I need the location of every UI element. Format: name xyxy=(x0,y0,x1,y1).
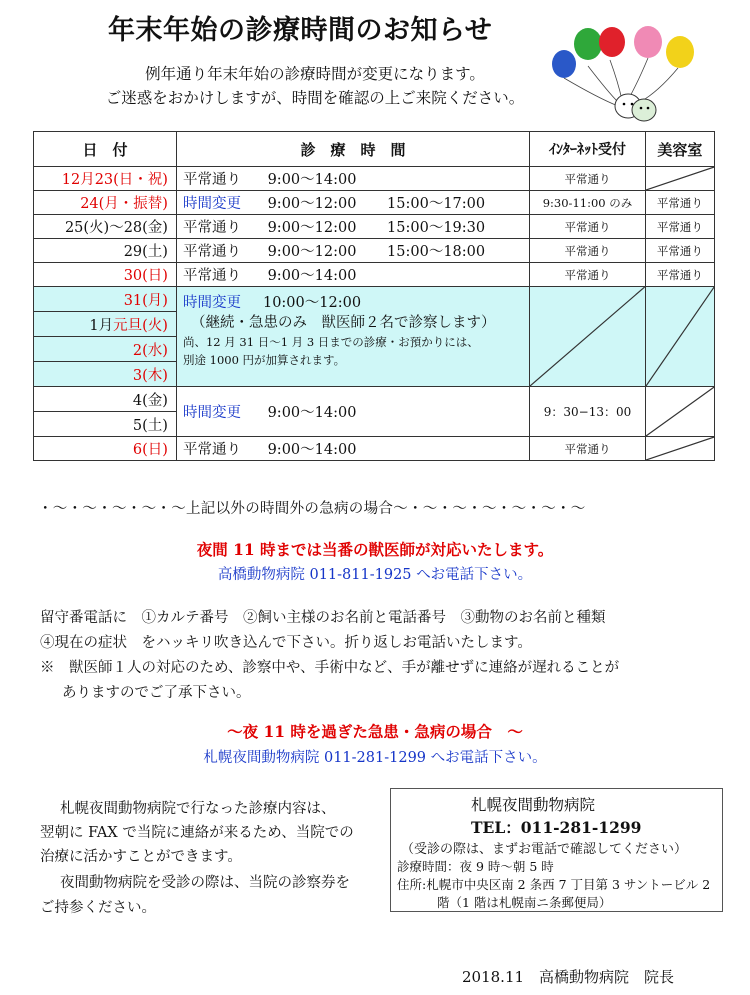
table-row xyxy=(34,437,715,461)
row-time-2: 15:00〜17:00 xyxy=(387,196,486,212)
holiday-time-cell xyxy=(176,287,529,387)
table-row xyxy=(34,239,715,263)
row-beauty-closed xyxy=(645,167,714,191)
info-hours: 診療時間：夜 9 時〜朝 5 時 xyxy=(397,859,554,874)
table-row xyxy=(34,215,715,239)
info-address-1: 住所:札幌市中央区南 2 条西 7 丁目第 3 サントービル 2 xyxy=(397,877,711,892)
balloons-dogs-illustration xyxy=(548,22,708,128)
row-time xyxy=(176,437,529,461)
row-date: 29(土) xyxy=(34,239,177,263)
table-row xyxy=(34,387,715,412)
schedule-table xyxy=(33,131,715,461)
row-date: 5(土) xyxy=(34,412,177,437)
row-status: 平常通り xyxy=(182,442,241,458)
row-status: 平常通り xyxy=(182,172,241,188)
row-net: 平常通り xyxy=(530,263,646,287)
holiday-note-2: 尚、12 月 31 日〜1 月 3 日までの診療・お預かりには、 xyxy=(182,335,479,349)
row-date: 4(金) xyxy=(34,387,177,412)
left-text-1: 札幌夜間動物病院で行なった診療内容は、 xyxy=(60,801,336,817)
table-row xyxy=(34,191,715,215)
row-time-1: 9:00〜12:00 xyxy=(267,220,357,236)
intro-text xyxy=(70,62,560,110)
table-row xyxy=(34,287,715,312)
row-status: 平常通り xyxy=(182,244,241,260)
answering-line-3: ※ 獣医師１人の対応のため、診察中や、手術中など、手が離せずに連絡が遅れることが xyxy=(40,660,620,676)
row-net: 9:30-11:00 のみ xyxy=(530,191,646,215)
row-time-1: 9:00〜14:00 xyxy=(267,442,357,458)
after11-heading: 〜夜 11 時を過ぎた急患・急病の場合 〜 xyxy=(227,722,523,741)
row-time-1: 9:00〜14:00 xyxy=(267,268,357,284)
row-time-1: 9:00〜14:00 xyxy=(267,172,357,188)
jan-status: 時間変更 xyxy=(182,405,241,421)
holiday-note-3: 別途 1000 円が加算されます。 xyxy=(182,353,346,367)
answering-line-1: 留守番電話に ①カルテ番号 ②飼い主様のお名前と電話番号 ③動物のお名前と種類 xyxy=(40,610,606,626)
row-net: 平常通り xyxy=(530,215,646,239)
row-beauty: 平常通り xyxy=(645,263,714,287)
row-time xyxy=(176,215,529,239)
row-date: 31(月) xyxy=(34,287,177,312)
table-header-row xyxy=(34,132,715,167)
row-date: 25(火)〜28(金) xyxy=(34,215,177,239)
header-date: 日 付 xyxy=(34,132,177,167)
header-time: 診 療 時 間 xyxy=(176,132,529,167)
row-date xyxy=(34,312,177,337)
after11-phone-line: 札幌夜間動物病院 011-281-1299 へお電話下さい。 xyxy=(203,750,547,766)
footer-signature: 2018.11 高橋動物病院 院長 xyxy=(462,968,675,986)
row-date: 24(月・振替) xyxy=(34,191,177,215)
holiday-status: 時間変更 xyxy=(182,295,241,311)
answering-line-4: ありますのでご了承下さい。 xyxy=(62,685,251,701)
row-date: 6(日) xyxy=(34,437,177,461)
row-time xyxy=(176,167,529,191)
table-row xyxy=(34,263,715,287)
row-time-1: 9:00〜12:00 xyxy=(267,244,357,260)
new-year-suffix: 元旦(火) xyxy=(113,317,168,334)
row-time-1: 9:00〜12:00 xyxy=(267,196,357,212)
intro-line-1: 例年通り年末年始の診療時間が変更になります。 xyxy=(145,65,485,83)
holiday-beauty-closed xyxy=(645,287,714,387)
row-time xyxy=(176,239,529,263)
row-date: 2(水) xyxy=(34,337,177,362)
info-address-2: 階（1 階は札幌南ニ条郵便局） xyxy=(437,895,612,910)
jan-time: 9:00〜14:00 xyxy=(267,405,357,421)
new-year-prefix: 1月 xyxy=(89,317,114,334)
row-date: 3(木) xyxy=(34,362,177,387)
jan-net: 9：30−13：00 xyxy=(530,387,646,437)
jan-time-cell xyxy=(176,387,529,437)
row-time-2: 15:00〜18:00 xyxy=(387,244,486,260)
intro-line-2: ご迷惑をおかけしますが、時間を確認の上ご来院ください。 xyxy=(105,89,525,107)
page-title: 年末年始の診療時間のお知らせ xyxy=(108,15,493,46)
jan-beauty-closed xyxy=(645,387,714,437)
info-name: 札幌夜間動物病院 xyxy=(471,796,596,814)
emergency-separator: ・〜・〜・〜・〜・〜上記以外の時間外の急病の場合〜・〜・〜・〜・〜・〜・〜 xyxy=(38,501,586,517)
row-date: 12月23(日・祝) xyxy=(34,167,177,191)
header-net: ｲﾝﾀｰﾈｯﾄ受付 xyxy=(530,132,646,167)
header-beauty: 美容室 xyxy=(645,132,714,167)
row-beauty-closed xyxy=(645,437,714,461)
row-net: 平常通り xyxy=(530,437,646,461)
row-beauty: 平常通り xyxy=(645,191,714,215)
row-time xyxy=(176,191,529,215)
holiday-time: 10:00〜12:00 xyxy=(262,295,362,311)
holiday-note-1: （継続・急患のみ 獣医師２名で診察します） xyxy=(190,315,496,331)
holiday-net-closed xyxy=(530,287,646,387)
row-beauty: 平常通り xyxy=(645,239,714,263)
left-text-3: 治療に活かすことができます。 xyxy=(40,849,242,865)
left-text-2: 翌朝に FAX で当院に連絡が来るため、当院での xyxy=(40,825,354,841)
answering-line-2: ④現在の症状 をハッキリ吹き込んで下さい。折り返しお電話いたします。 xyxy=(40,635,532,651)
left-text-4: 夜間動物病院を受診の際は、当院の診察券を xyxy=(60,875,350,891)
table-row xyxy=(34,167,715,191)
row-status: 時間変更 xyxy=(182,196,241,212)
row-beauty: 平常通り xyxy=(645,215,714,239)
row-date: 30(日) xyxy=(34,263,177,287)
night-hospital-info-box xyxy=(390,788,723,912)
row-time xyxy=(176,263,529,287)
info-tel: TEL：011-281-1299 xyxy=(471,818,642,837)
row-net: 平常通り xyxy=(530,167,646,191)
row-time-2: 15:00〜19:30 xyxy=(387,220,486,236)
night-line: 夜間 11 時までは当番の獣医師が対応いたします。 xyxy=(196,540,554,559)
hospital-phone-line: 高橋動物病院 011-811-1925 へお電話下さい。 xyxy=(217,567,533,583)
info-note: （受診の際は、まずお電話で確認してください） xyxy=(401,842,688,857)
row-status: 平常通り xyxy=(182,268,241,284)
row-status: 平常通り xyxy=(182,220,241,236)
row-net: 平常通り xyxy=(530,239,646,263)
left-text-5: ご持参ください。 xyxy=(40,900,156,916)
